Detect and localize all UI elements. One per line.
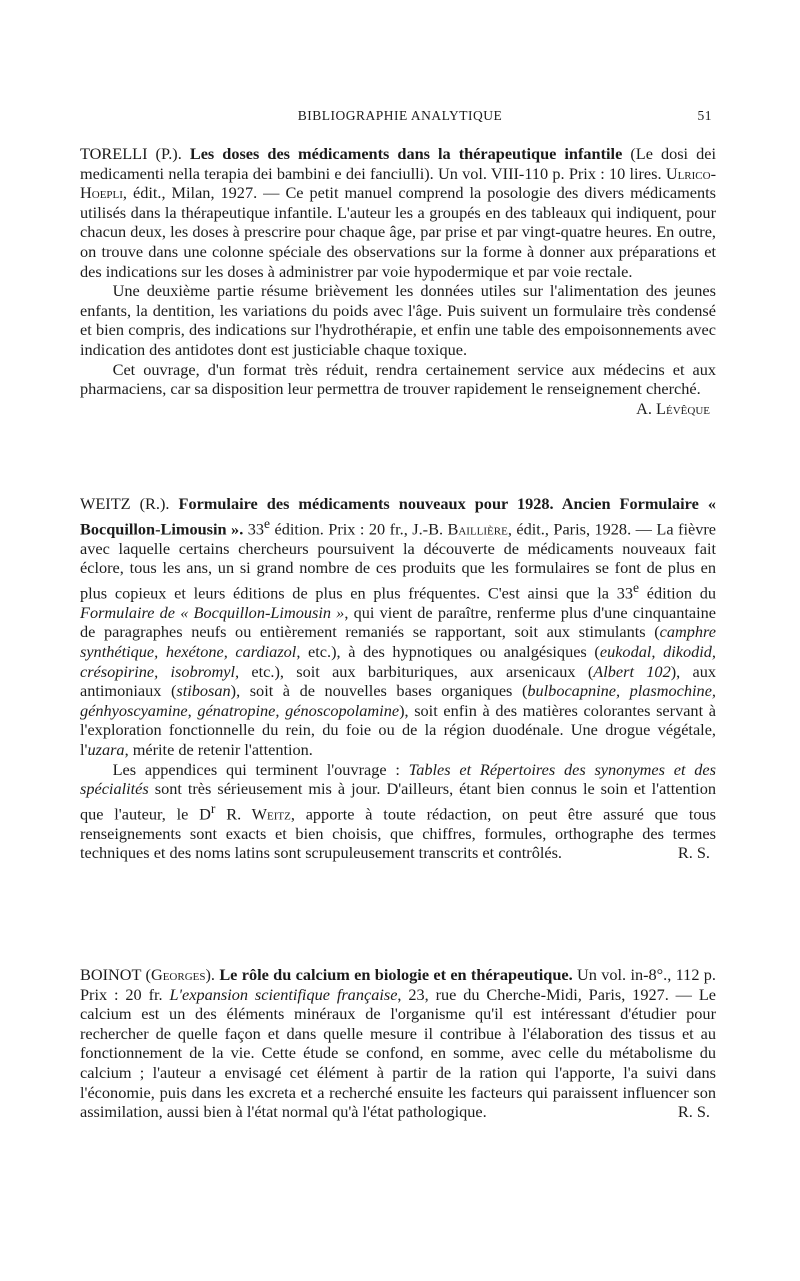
review-boinot bbox=[80, 965, 716, 1122]
review-signature: R. S. bbox=[677, 843, 710, 863]
review-body: , 23, rue du Cherche-Midi, Paris, 1927. — Le calcium est un des éléments minéraux de l'organisme qu'il est intéressant d'étudier pour rechercher de quelle façon et dans quelle mesure il contribue à l'élaboration des tissus et au fonctionnement de la vie. Cette étude se confond, en somme, avec celle du métabolisme du calcium ; l'auteur a envisagé cet élément à partir de la ration qui l'apporte, l'a suivi dans l'économie, puis dans les excreta et a recherché ensuite les facteurs qui paraissent influencer son assimilation, aussi bien à l'état normal qu'à l'état pathologique. bbox=[80, 984, 717, 1122]
review-edition-number: 33 bbox=[247, 519, 265, 539]
drug-list-stimulants: camphre synthétique, hexétone, cardiazol, bbox=[80, 622, 716, 661]
review-body: Cet ouvrage, d'un format très réduit, rendra certainement service aux médecins et aux pharmaciens, car sa disposition leur permettra de trouver rapidement le renseignement cherché. bbox=[80, 359, 716, 399]
review-weitz bbox=[80, 494, 716, 863]
review-body: , mérite de retenir l'attention. bbox=[124, 739, 313, 759]
review-body: ), aux antimoniaux ( bbox=[80, 661, 717, 701]
drug-uzara: uzara bbox=[87, 739, 125, 759]
review-publication: Un vol. in-8°., 112 p. Prix : 20 fr. bbox=[80, 965, 716, 1004]
review-edition-number: 33 bbox=[616, 583, 633, 603]
review-author: BOINOT (Georges). bbox=[80, 965, 215, 984]
review-edition-sup: e bbox=[264, 515, 271, 531]
running-head-title: BIBLIOGRAPHIE ANALYTIQUE bbox=[297, 108, 503, 123]
review-cited-title: Formulaire de « Bocquillon-Limousin » bbox=[80, 602, 345, 622]
review-title: Formulaire des médicaments nouveaux pour 1928. Ancien Formulaire « Bocquillon-Limousin ». bbox=[80, 494, 716, 539]
review-cited-title: Tables et Répertoires des synonymes et des spécialités bbox=[80, 759, 716, 799]
review-body: édition du bbox=[639, 583, 717, 603]
review-body: ), soit enfin à des matières colorantes servant à l'exploration fonctionnelle du rein, du foie ou de la région duodénale. Une drogue végétale, l' bbox=[80, 700, 716, 759]
doctor-sup: r bbox=[210, 800, 216, 816]
review-author-name: R. Weitz bbox=[215, 804, 291, 824]
review-body: sont très sérieusement mis à jour. D'ailleurs, étant bien connus le soin et l'attention que l'auteur, le D bbox=[80, 779, 716, 824]
drug-list-arsenicals: Albert 102 bbox=[593, 661, 671, 681]
review-body: ), soit à de nouvelles bases organiques ( bbox=[230, 681, 528, 701]
review-paragraph: Une deuxième partie résume brièvement les données utiles sur l'alimentation des jeunes enfants, la dentition, les variations du poids avec l'âge. Puis suivent un formulaire très condensé et bien compris, des indications sur l'hydrothérapie, et enfin une table des empoisonnements avec indication des antidotes dont est justiciable chaque toxique. bbox=[80, 281, 716, 359]
review-original-title: (Le dosi dei medicamenti nella terapia dei bambini e dei fanciulli). bbox=[80, 144, 716, 183]
review-publisher: J.-B. Baillière bbox=[412, 519, 508, 539]
page-number: 51 bbox=[697, 108, 712, 123]
review-body: etc.), soit aux barbituriques, aux arsenicaux ( bbox=[239, 661, 594, 681]
review-publisher: L'expansion scientifique française bbox=[169, 984, 398, 1004]
review-publisher: Ulrico-Hoepli bbox=[80, 163, 716, 203]
review-paragraph bbox=[80, 760, 716, 863]
review-body: , qui vient de paraître, renferme plus d'une cinquantaine de paragraphes neufs ou entièrement remaniés se rapportant, soit aux stimulants ( bbox=[80, 602, 716, 642]
review-publication: Un vol. VIII-110 p. Prix : 10 lires. bbox=[437, 163, 662, 183]
review-body: , apporte à toute rédaction, on peut être assuré que tous renseignements sont exacts et bien choisis, que chiffres, formules, orthographe des termes techniques et des noms latins sont scrupuleusement transcrits et contrôlés. bbox=[80, 804, 717, 863]
review-body: , édit., Paris, 1928. — La fièvre avec laquelle certains chercheurs poursuivent la découverte de médicaments nouveaux fait éclore, tous les ans, un si grand nombre de ces produits que les formulaires se font de plus en plus copieux et leurs éditions de plus en plus fréquentes. C'est ainsi que la bbox=[80, 519, 716, 603]
review-paragraph bbox=[80, 144, 716, 281]
review-body: etc.), à des hypnotiques ou analgésiques ( bbox=[300, 642, 600, 661]
review-body: Les appendices qui terminent l'ouvrage : bbox=[112, 759, 409, 779]
review-title: Les doses des médicaments dans la thérapeutique infantile bbox=[189, 144, 623, 163]
drug-list-antimonials: stibosan bbox=[176, 681, 231, 701]
review-paragraph bbox=[80, 965, 716, 1122]
review-signature: R. S. bbox=[677, 1102, 710, 1122]
review-signature: A. Lévêque bbox=[636, 398, 710, 418]
review-publication: édition. Prix : 20 fr., bbox=[270, 519, 408, 539]
review-title: Le rôle du calcium en biologie et en thérapeutique. bbox=[219, 965, 573, 984]
review-torelli bbox=[80, 144, 716, 418]
review-author: WEITZ (R.). bbox=[80, 494, 170, 513]
review-paragraph bbox=[80, 359, 716, 418]
drug-list-bases: bulbocapnine, plasmochine, génhyoscyamine, génatropine, génoscopolamine bbox=[80, 681, 716, 720]
drug-list-hypnotics: eukodal, dikodid, crésopirine, isobromyl, bbox=[80, 642, 716, 681]
running-head bbox=[80, 108, 720, 130]
review-edition-sup: e bbox=[633, 579, 640, 595]
review-paragraph bbox=[80, 494, 716, 760]
review-body: , édit., Milan, 1927. — Ce petit manuel comprend la posologie des divers médicaments utilisés dans la thérapeutique infantile. L'auteur les a groupés en des tableaux qui indiquent, pour chacun deux, les doses à prescrire pour chaque âge, par prise et par vingt-quatre heures. En outre, on trouve dans une colonne spéciale des observations sur la forme à donner aux préparations et des indications sur les doses à administrer par voie hypodermique et par voie rectale. bbox=[80, 183, 716, 281]
review-author: TORELLI (P.). bbox=[80, 144, 182, 163]
